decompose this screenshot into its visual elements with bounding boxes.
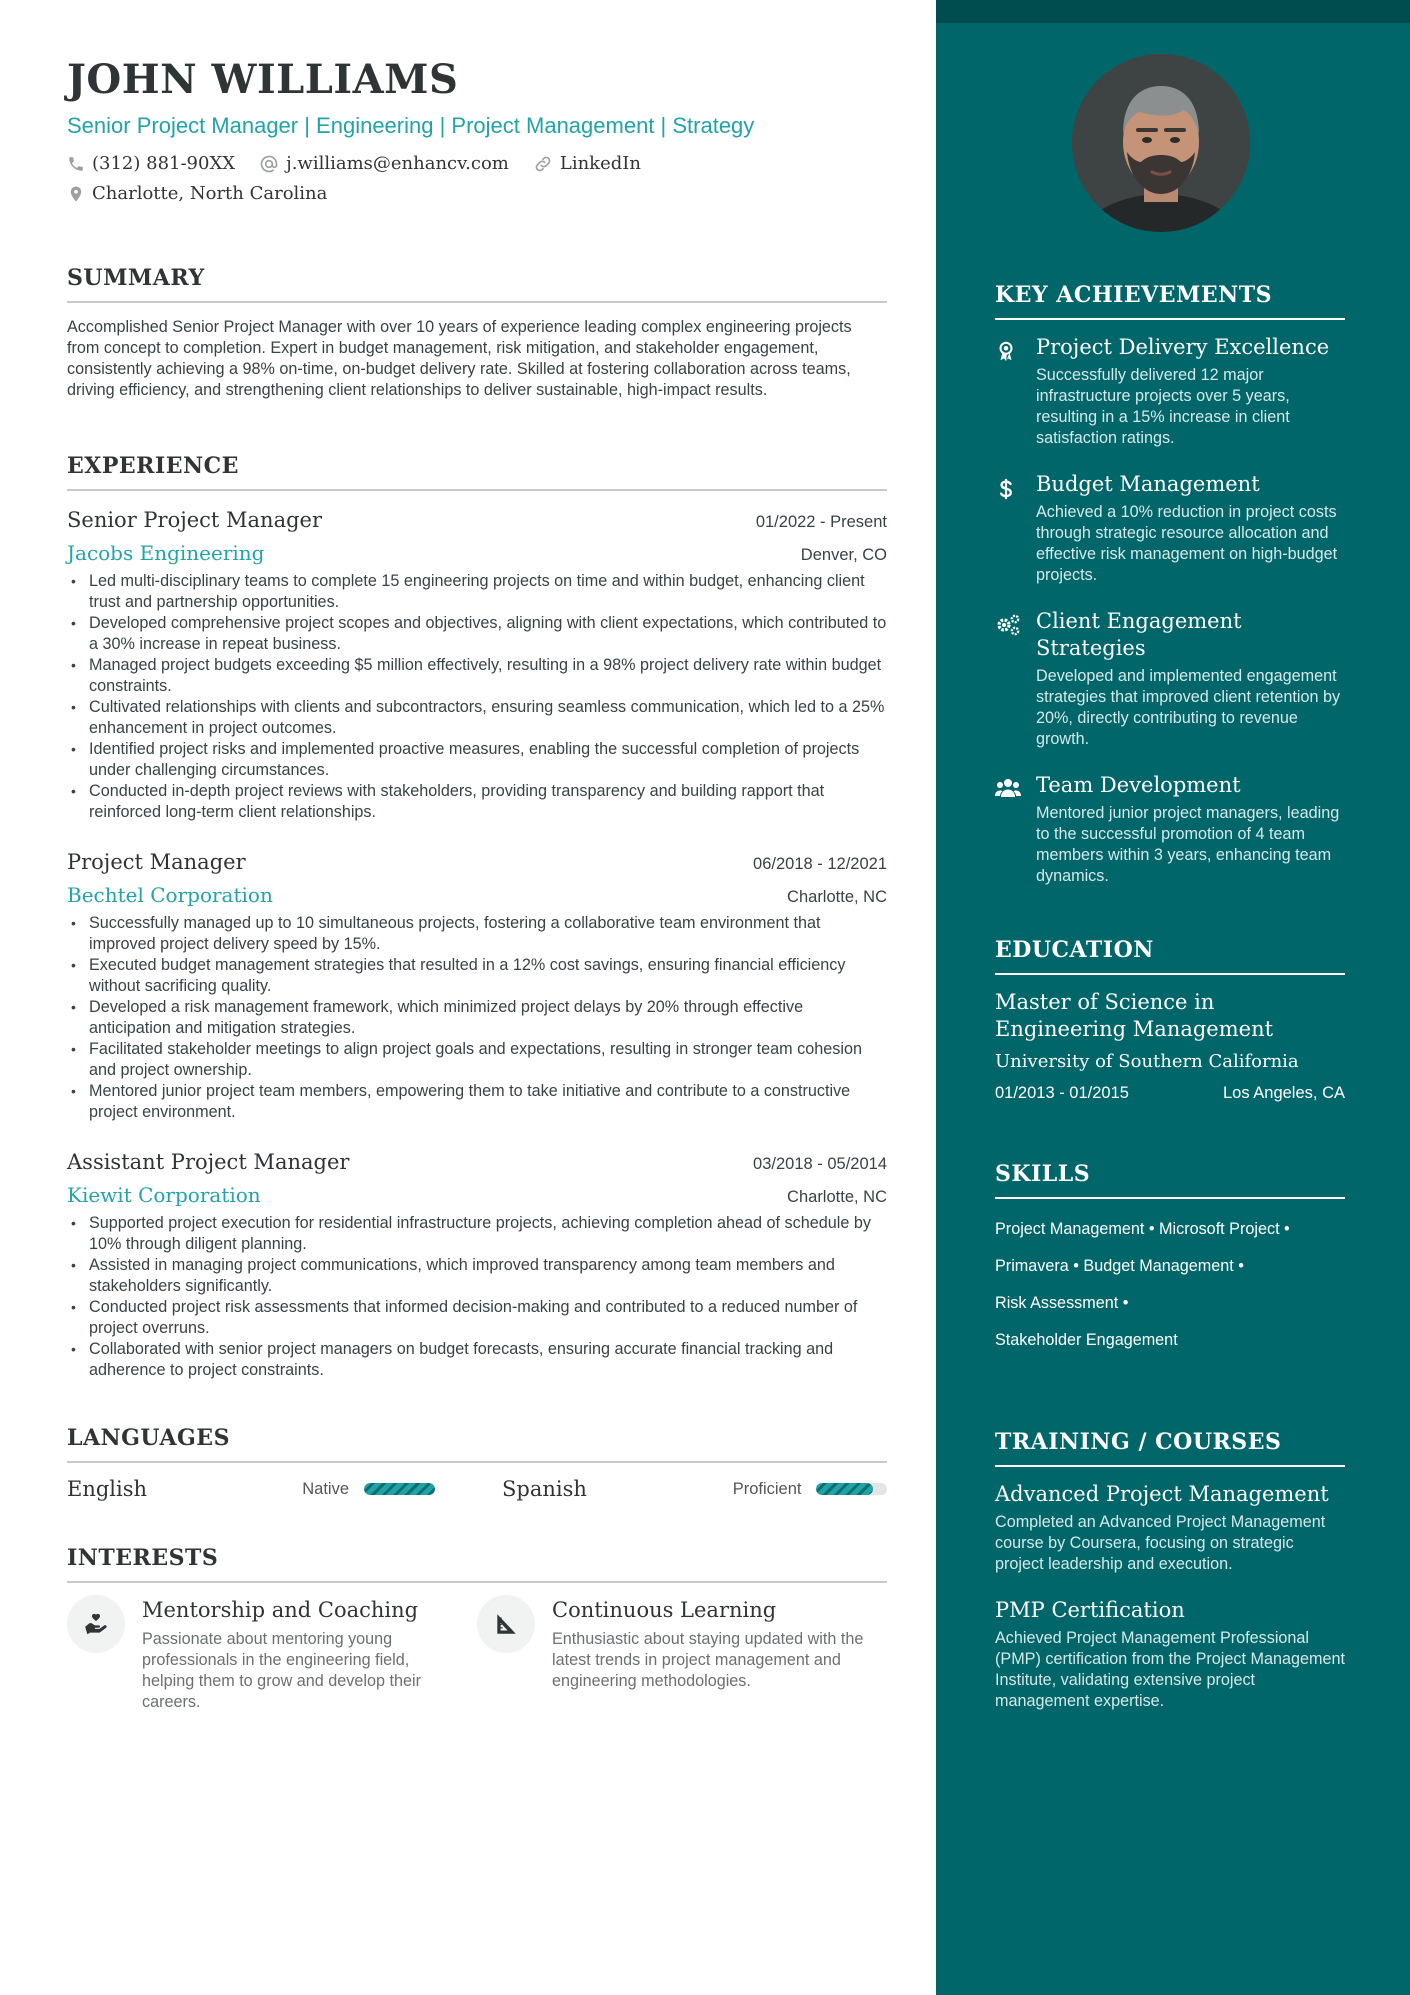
candidate-headline: Senior Project Manager | Engineering | Project Management | Strategy — [67, 113, 755, 138]
sidebar — [936, 0, 1410, 1995]
phone-icon — [67, 155, 85, 173]
achievement-name: Budget Management — [1036, 472, 1260, 496]
bullet-item: • Successfully managed up to 10 simultaneous projects, fostering a collaborative team environment that improved project delivery speed by 15%. — [67, 913, 887, 955]
job-company: Kiewit Corporation — [67, 1183, 261, 1207]
languages-list — [67, 1477, 887, 1501]
education-location: Los Angeles, CA — [1223, 1084, 1345, 1102]
language-item — [502, 1477, 887, 1501]
interest-description: Passionate about mentoring young professionals in the engineering field, helping them to grow and develop their careers. — [142, 1630, 421, 1711]
course-item — [995, 1481, 1345, 1575]
contact-email[interactable] — [259, 151, 509, 177]
course-name: Advanced Project Management — [995, 1482, 1329, 1506]
contact-info — [67, 151, 887, 207]
bullet-item: • Assisted in managing project communications, which improved transparency among team members and stakeholders significantly. — [67, 1255, 887, 1297]
language-item — [67, 1477, 435, 1501]
profile-portrait-image — [1072, 54, 1250, 232]
job-company: Jacobs Engineering — [67, 541, 265, 565]
bullet-item: • Identified project risks and implemented proactive measures, enabling the successful completion of projects under challenging circumstances. — [67, 739, 887, 781]
users-icon — [995, 777, 1021, 799]
interests-list — [67, 1595, 887, 1713]
achievement-description: Achieved a 10% reduction in project costs through strategic resource allocation and effective risk management on high-budget projects. — [1036, 503, 1338, 584]
sidebar-content — [995, 282, 1345, 1712]
job-date: 03/2018 - 05/2014 — [753, 1155, 887, 1173]
interest-name: Continuous Learning — [552, 1598, 777, 1622]
skills-line: Risk Assessment • — [995, 1294, 1129, 1312]
location-pin-icon — [67, 184, 85, 204]
skills-list — [995, 1211, 1345, 1359]
training-heading: TRAINING / COURSES — [995, 1429, 1345, 1467]
education-heading: EDUCATION — [995, 937, 1345, 975]
achievement-description: Developed and implemented engagement strategies that improved client retention by 20%, directly contributing to revenue growth. — [1036, 667, 1341, 748]
contact-linkedin[interactable] — [533, 151, 641, 177]
location-text: Charlotte, North Carolina — [92, 183, 328, 204]
achievement-name: Project Delivery Excellence — [1036, 335, 1330, 359]
contact-location — [67, 181, 863, 207]
achievement-description: Mentored junior project managers, leading to the successful promotion of 4 team members within 3 years, enhancing team dynamics. — [1036, 804, 1340, 885]
link-icon — [533, 154, 553, 174]
set-square-icon — [477, 1595, 535, 1653]
achievement-item — [995, 608, 1345, 750]
interest-item — [477, 1595, 887, 1713]
bullet-item: • Collaborated with senior project managers on budget forecasts, ensuring accurate financial tracking and adherence to project constraints. — [67, 1339, 887, 1381]
at-icon — [259, 154, 279, 174]
language-level: Proficient — [732, 1479, 802, 1498]
course-description: Completed an Advanced Project Management course by Coursera, focusing on strategic project leadership and execution. — [995, 1513, 1326, 1573]
experience-heading: EXPERIENCE — [67, 453, 887, 491]
languages-heading: LANGUAGES — [67, 1425, 887, 1463]
bullet-item: • Developed comprehensive project scopes and objectives, aligning with client expectations, which contributed to a 30% increase in repeat business. — [67, 613, 887, 655]
job-location: Charlotte, NC — [787, 1188, 887, 1206]
profile-photo — [1072, 54, 1250, 232]
bullet-item: • Supported project execution for residential infrastructure projects, achieving completion ahead of schedule by 10% through diligent planning. — [67, 1213, 887, 1255]
summary-heading: SUMMARY — [67, 265, 887, 303]
bullet-item: • Mentored junior project team members, empowering them to take initiative and contribute to a constructive project environment. — [67, 1081, 887, 1123]
job-location: Charlotte, NC — [787, 888, 887, 906]
achievement-item — [995, 471, 1345, 586]
achievement-name: Team Development — [1036, 773, 1241, 797]
interest-item — [67, 1595, 477, 1713]
course-description: Achieved Project Management Professional (PMP) certification from the Project Management Institute, validating extensive project management expertise. — [995, 1629, 1345, 1710]
interest-name: Mentorship and Coaching — [142, 1598, 419, 1622]
job-company: Bechtel Corporation — [67, 883, 273, 907]
language-proficiency-fill — [816, 1483, 872, 1495]
job-entry — [67, 1147, 887, 1381]
skills-heading: SKILLS — [995, 1161, 1345, 1199]
job-title: Project Manager — [67, 850, 246, 874]
dollar-icon — [995, 476, 1017, 502]
job-bullets — [67, 571, 887, 823]
language-proficiency-fill — [364, 1483, 435, 1495]
language-proficiency-bar — [816, 1483, 887, 1495]
language-level: Native — [302, 1479, 350, 1498]
skills-line: Stakeholder Engagement — [995, 1331, 1178, 1349]
achievements-heading: KEY ACHIEVEMENTS — [995, 282, 1345, 320]
sidebar-top-band — [936, 0, 1410, 23]
gears-icon — [995, 613, 1021, 637]
linkedin-text: LinkedIn — [559, 153, 641, 174]
course-item — [995, 1597, 1345, 1712]
job-entry — [67, 847, 887, 1123]
hand-heart-icon — [67, 1595, 125, 1653]
education-dates: 01/2013 - 01/2015 — [995, 1084, 1129, 1102]
job-bullets — [67, 913, 887, 1123]
education-degree: Master of Science in Engineering Management — [995, 990, 1274, 1041]
bullet-item: • Cultivated relationships with clients and subcontractors, ensuring seamless communication, which led to a 25% enhancement in project outcomes. — [67, 697, 887, 739]
main-column-content — [67, 55, 887, 1713]
phone-text: (312) 881-90XX — [92, 153, 236, 174]
bullet-item: • Conducted project risk assessments that informed decision-making and contributed to a reduced number of project overruns. — [67, 1297, 887, 1339]
achievement-description: Successfully delivered 12 major infrastructure projects over 5 years, resulting in a 15% increase in client satisfaction ratings. — [1036, 366, 1290, 447]
language-name: Spanish — [502, 1477, 587, 1501]
skills-line: Project Management • Microsoft Project • — [995, 1220, 1290, 1238]
bullet-item: • Led multi-disciplinary teams to complete 15 engineering projects on time and within budget, enhancing client trust and partnership opportunities. — [67, 571, 887, 613]
candidate-name: JOHN WILLIAMS — [67, 56, 459, 103]
job-location: Denver, CO — [800, 546, 887, 564]
job-bullets — [67, 1213, 887, 1381]
bullet-item: • Facilitated stakeholder meetings to align project goals and expectations, resulting in stronger team cohesion and project ownership. — [67, 1039, 887, 1081]
course-name: PMP Certification — [995, 1598, 1185, 1622]
bullet-item: • Developed a risk management framework, which minimized project delays by 20% through effective anticipation and mitigation strategies. — [67, 997, 887, 1039]
job-date: 06/2018 - 12/2021 — [753, 855, 887, 873]
summary-text: Accomplished Senior Project Manager with over 10 years of experience leading complex engineering projects from concept to completion. Expert in budget management, risk mitigation, and stakeholder engagement, consistently achieving a 98% on-time, on-budget delivery rate. Skilled at fostering collaboration across teams, driving efficiency, and strengthening client relationships to deliver sustainable, high-impact results. — [67, 318, 852, 399]
achievement-name: Client Engagement Strategies — [1036, 609, 1242, 660]
language-name: English — [67, 1477, 148, 1501]
award-icon — [995, 339, 1017, 363]
job-date: 01/2022 - Present — [755, 513, 887, 531]
skills-line: Primavera • Budget Management • — [995, 1257, 1244, 1275]
experience-list — [67, 505, 887, 1381]
bullet-item: • Executed budget management strategies that resulted in a 12% cost savings, ensuring financial efficiency without sacrificing quality. — [67, 955, 887, 997]
job-entry — [67, 505, 887, 823]
email-text: j.williams@enhancv.com — [286, 153, 509, 174]
language-proficiency-bar — [364, 1483, 435, 1495]
bullet-item: • Conducted in-depth project reviews with stakeholders, providing transparency and building rapport that reinforced long-term client relationships. — [67, 781, 887, 823]
interests-heading: INTERESTS — [67, 1545, 887, 1583]
job-title: Assistant Project Manager — [67, 1150, 350, 1174]
bullet-item: • Managed project budgets exceeding $5 million effectively, resulting in a 98% project delivery rate within budget constraints. — [67, 655, 887, 697]
job-title: Senior Project Manager — [67, 508, 323, 532]
achievement-item — [995, 772, 1345, 887]
achievement-item — [995, 334, 1345, 449]
interest-description: Enthusiastic about staying updated with the latest trends in project management and engineering methodologies. — [552, 1630, 864, 1690]
education-school: University of Southern California — [995, 1051, 1299, 1072]
contact-phone[interactable] — [67, 151, 235, 177]
